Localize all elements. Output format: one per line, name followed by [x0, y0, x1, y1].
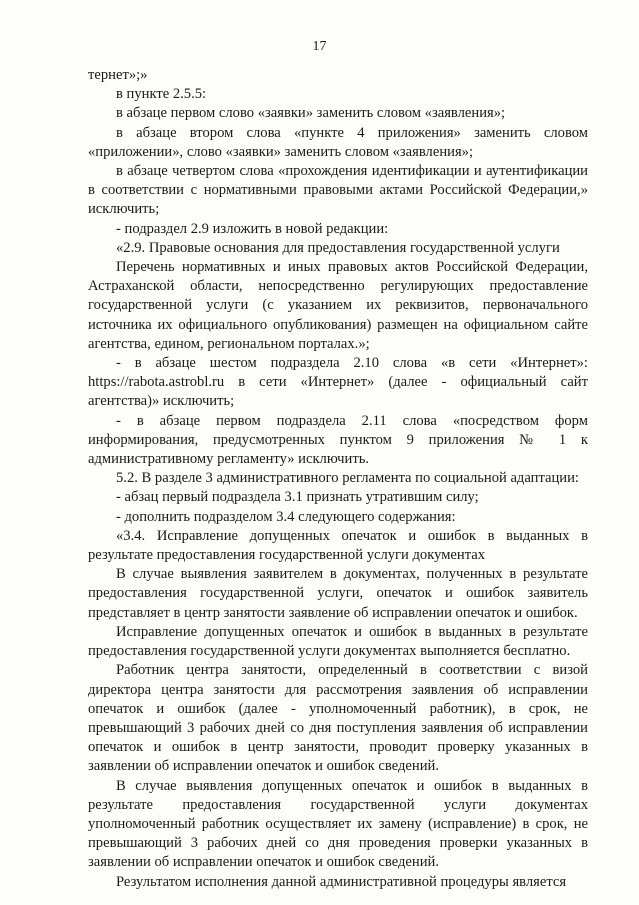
paragraph-result: Результатом исполнения данной административной процедуры является: [116, 873, 567, 890]
paragraph-add-subsection-3-4: - дополнить подразделом 3.4 следующего содержания:: [116, 508, 456, 525]
paragraph-item-2-5-5: в пункте 2.5.5:: [116, 86, 207, 103]
paragraph-continuation: тернет»;»: [88, 67, 148, 83]
paragraph-second-abzac: в абзаце втором слова «пункте 4 приложения» заменить словом «приложении», слово «заявки» заменить словом «заявления»;: [88, 124, 588, 160]
document-body: [88, 66, 588, 892]
paragraph-legal-basis-heading: «2.9. Правовые основания для предоставления государственной услуги: [116, 239, 560, 256]
paragraph-employee-check: Работник центра занятости, определенный в соответствии с визой директора центра занятости для рассмотрения заявления об исправлении опечаток и ошибок (далее - уполномоченный работник), в срок, не превышающий 3 рабочих дней со дня поступления заявления об исправлении опечаток и ошибок в центр занятости, проводит проверку указанных в заявлении об исправлении опечаток и ошибок сведений.: [88, 662, 588, 775]
paragraph-replacement: В случае выявления допущенных опечаток и ошибок в выданных в результате предоставления государственной услуги документах уполномоченный работник осуществляет их замену (исправление) в срок, не превышающий 3 рабочих дней со дня проведения проверки указанных в заявлении об исправлении опечаток и ошибок сведений.: [88, 777, 588, 871]
paragraph-subsection-2-10: - в абзаце шестом подраздела 2.10 слова «в сети «Интернет»: https://rabota.astrobl.ru в сети «Интернет» (далее - официальный сайт агентства)» исключить;: [88, 355, 588, 410]
paragraph-fourth-abzac: в абзаце четвертом слова «прохождения идентификации и аутентификации в соответствии с нормативными правовыми актами Российской Федерации,» исключить;: [88, 163, 588, 218]
page-number: 17: [312, 39, 327, 54]
paragraph-subsection-3-1: - абзац первый подраздела 3.1 признать утратившим силу;: [116, 489, 479, 506]
paragraph-subsection-2-11: - в абзаце первом подраздела 2.11 слова «посредством форм информирования, предусмотренных пунктом 9 приложения № 1 к административному регламенту» исключить.: [88, 412, 588, 468]
paragraph-correction-free: Исправление допущенных опечаток и ошибок в выданных в результате предоставления государственной услуги документах выполняется бесплатно.: [88, 623, 588, 660]
paragraph-subsection-2-9: - подраздел 2.9 изложить в новой редакции:: [116, 220, 389, 237]
paragraph-applicant-errors: В случае выявления заявителем в документах, полученных в результате предоставления государственной услуги, опечаток и ошибок заявитель представляет в центр занятости заявление об исправлении опечаток и ошибок.: [88, 566, 588, 621]
paragraph-section-5-2: 5.2. В разделе 3 административного регламента по социальной адаптации:: [116, 470, 579, 487]
paragraph-subsection-3-4-heading: «3.4. Исправление допущенных опечаток и ошибок в выданных в результате предоставления государственной услуги документах: [88, 527, 588, 564]
paragraph-first-abzac: в абзаце первом слово «заявки» заменить словом «заявления»;: [116, 105, 506, 122]
paragraph-legal-acts: Перечень нормативных и иных правовых актов Российской Федерации, Астраханской области, непосредственно регулирующих предоставление государственной услуги (с указанием их реквизитов, первоначального источника их официального опубликования) размещен на официальном сайте агентства, едином, региональном порталах.»;: [88, 259, 588, 352]
